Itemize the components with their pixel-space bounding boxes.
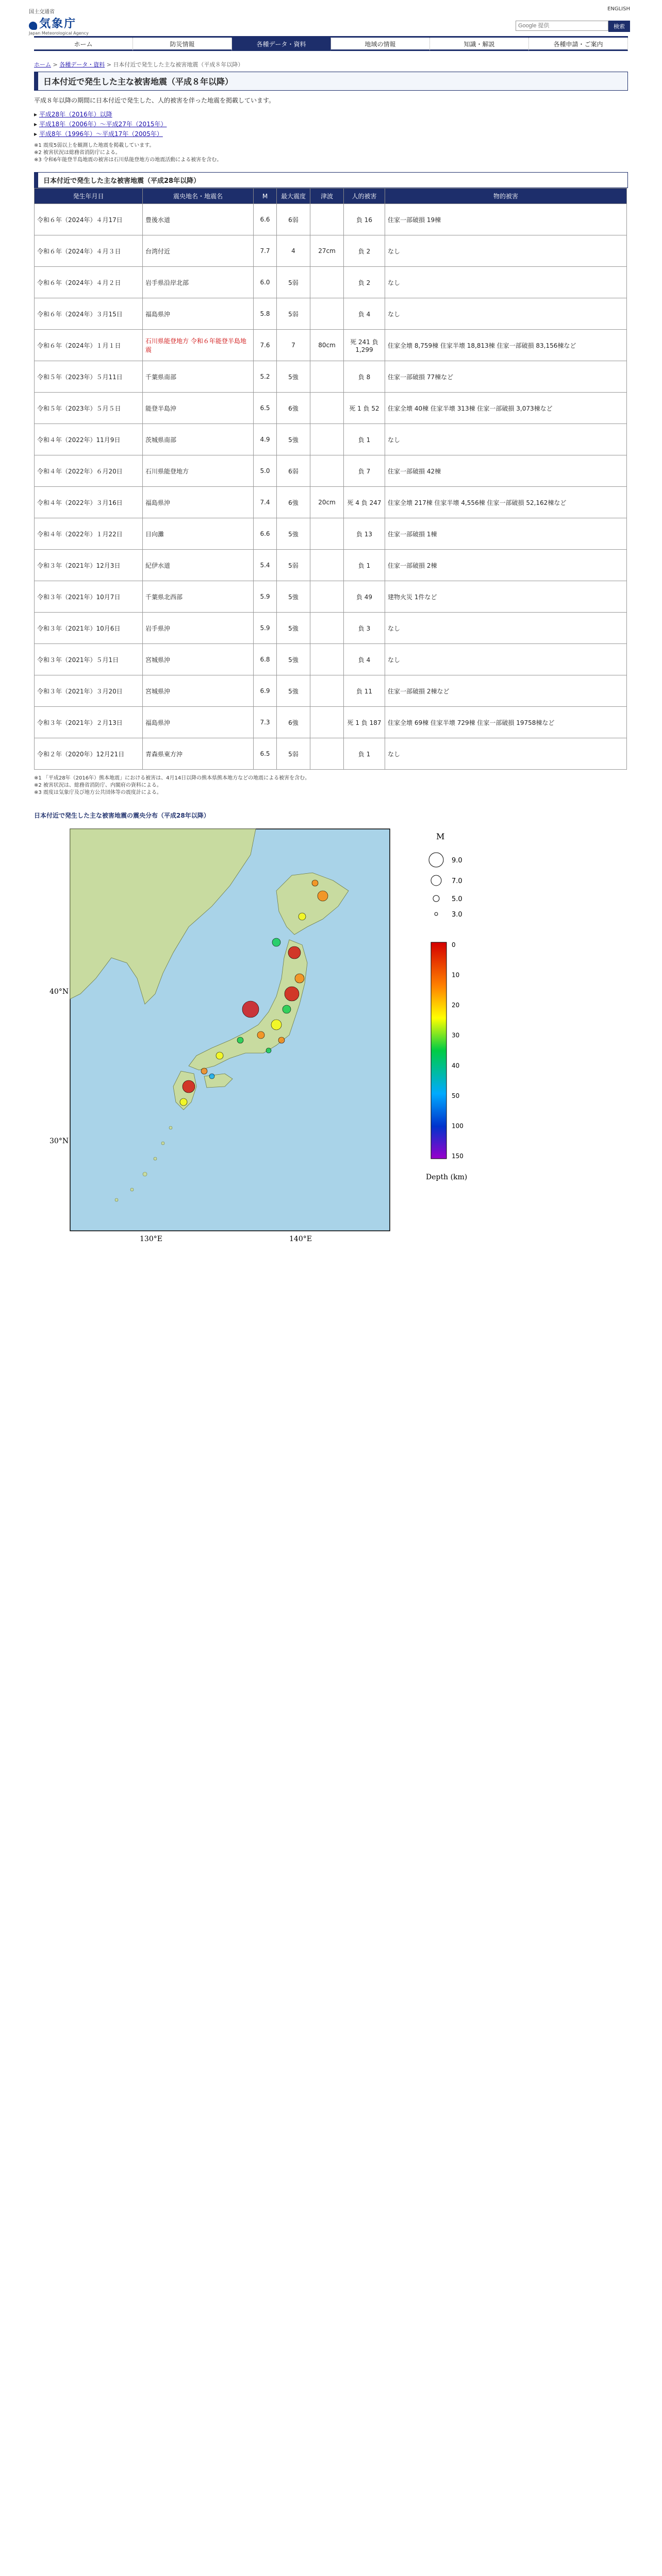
nav-regional[interactable]: 地域の情報: [331, 38, 430, 51]
agency-logo[interactable]: [29, 7, 91, 36]
lon-label: 130°E: [140, 1235, 162, 1243]
cell-m: 6.5: [254, 738, 277, 770]
cell-damage: 住家一部破損 42棟: [385, 455, 627, 487]
cell-area: 茨城県南部: [143, 424, 254, 455]
cell-area: 福島県沖: [143, 298, 254, 330]
table-row: [35, 330, 627, 361]
cell-human: 負 4: [344, 298, 385, 330]
cell-tsunami: [310, 613, 344, 644]
cell-date: 令和５年（2023年）５月５日: [35, 393, 143, 424]
cell-human: 負 2: [344, 267, 385, 298]
epicenter-marker: [285, 987, 299, 1001]
cell-m: 6.9: [254, 675, 277, 707]
link-2016-later[interactable]: 平成28年（2016年）以降: [39, 111, 112, 118]
cell-intensity: 7: [277, 330, 310, 361]
cell-date: 令和３年（2021年）10月6日: [35, 613, 143, 644]
link-2006-2015[interactable]: 平成18年（2006年）〜平成27年（2015年）: [39, 121, 167, 128]
cell-human: 負 49: [344, 581, 385, 613]
cell-human: 負 3: [344, 613, 385, 644]
cell-m: 5.9: [254, 613, 277, 644]
cell-damage: なし: [385, 298, 627, 330]
cell-area: 日向灘: [143, 518, 254, 550]
table-row: [35, 298, 627, 330]
cell-area: 石川県能登地方 令和６年能登半島地震: [143, 330, 254, 361]
cell-area: 岩手県沿岸北部: [143, 267, 254, 298]
lat-label: 40°N: [49, 988, 69, 996]
cell-human: 負 11: [344, 675, 385, 707]
lat-label: 30°N: [49, 1137, 69, 1145]
cell-intensity: 5弱: [277, 550, 310, 581]
legend-m: 5.0: [452, 895, 462, 903]
agency-name: 気象庁: [39, 18, 77, 30]
table-row: [35, 613, 627, 644]
cell-m: 7.3: [254, 707, 277, 738]
cell-m: 5.9: [254, 581, 277, 613]
cell-m: 6.8: [254, 644, 277, 675]
cell-human: 死 1 負 187: [344, 707, 385, 738]
table-row: [35, 455, 627, 487]
cell-tsunami: [310, 298, 344, 330]
cell-tsunami: [310, 393, 344, 424]
cell-area: 紀伊水道: [143, 550, 254, 581]
table-row: [35, 424, 627, 455]
cell-tsunami: 80cm: [310, 330, 344, 361]
depth-ticks: [452, 941, 464, 1160]
cell-date: 令和３年（2021年）３月20日: [35, 675, 143, 707]
epicenter-marker: [283, 1005, 291, 1013]
table-row: [35, 550, 627, 581]
cell-area: 宮城県沖: [143, 644, 254, 675]
depth-tick-label: 150: [452, 1153, 464, 1160]
epicenter-marker: [201, 1068, 207, 1074]
cell-human: 死 4 負 247: [344, 487, 385, 518]
cell-human: 負 1: [344, 738, 385, 770]
cell-intensity: 5強: [277, 613, 310, 644]
breadcrumb-home[interactable]: ホーム: [34, 61, 51, 68]
nav-knowledge[interactable]: 知識・解説: [430, 38, 529, 51]
english-link[interactable]: ENGLISH: [607, 6, 630, 12]
cell-tsunami: [310, 550, 344, 581]
cell-m: 5.0: [254, 455, 277, 487]
top-note: ※2 被害状況は総務省消防庁による。: [34, 150, 121, 156]
epicenter-marker: [288, 946, 301, 959]
cell-human: 負 4: [344, 644, 385, 675]
table-row: [35, 675, 627, 707]
th-human: 人的被害: [344, 189, 385, 204]
breadcrumb-current: 日本付近で発生した主な被害地震（平成８年以降）: [113, 61, 244, 68]
cell-date: 令和４年（2022年）３月16日: [35, 487, 143, 518]
cell-human: 死 241 負 1,299: [344, 330, 385, 361]
cell-area: 千葉県南部: [143, 361, 254, 393]
cell-damage: 住家一部破損 1棟: [385, 518, 627, 550]
cell-damage: なし: [385, 267, 627, 298]
cell-intensity: 5強: [277, 675, 310, 707]
epicenter-marker: [180, 1098, 187, 1106]
legend-circle: [433, 895, 439, 902]
top-note: ※1 震度5弱以上を観測した地震を掲載しています。: [34, 143, 155, 148]
depth-tick-label: 20: [452, 1002, 460, 1009]
epicenter-marker: [295, 974, 304, 983]
cell-area: 台湾付近: [143, 235, 254, 267]
epicenter-marker: [266, 1048, 271, 1053]
cell-damage: なし: [385, 738, 627, 770]
cell-tsunami: 20cm: [310, 487, 344, 518]
cell-damage: 住家一部破損 2棟: [385, 550, 627, 581]
cell-m: 5.8: [254, 298, 277, 330]
cell-damage: なし: [385, 613, 627, 644]
legend-m: 7.0: [452, 877, 462, 885]
legend-circle: [435, 912, 438, 916]
cell-date: 令和３年（2021年）５月1日: [35, 644, 143, 675]
cell-damage: 住家全壊 40棟 住家半壊 313棟 住家一部破損 3,073棟など: [385, 393, 627, 424]
search-input[interactable]: [516, 21, 608, 31]
epicenter-marker: [183, 1080, 195, 1093]
cell-m: 6.6: [254, 518, 277, 550]
cell-intensity: 5強: [277, 644, 310, 675]
top-note: ※3 令和6年能登半島地震の被害は石川県能登地方の地震活動による被害を含む。: [34, 157, 222, 163]
search-button[interactable]: 検索: [608, 21, 630, 32]
cell-m: 6.5: [254, 393, 277, 424]
logo-mark-icon: [29, 22, 37, 30]
breadcrumb: ホーム > 各種データ・資料 > 日本付近で発生した主な被害地震（平成８年以降）: [34, 61, 244, 68]
cell-damage: なし: [385, 644, 627, 675]
cell-human: 負 1: [344, 424, 385, 455]
agency-ministry: 国土交通省: [29, 9, 55, 15]
legend-m: 9.0: [452, 857, 462, 865]
cell-intensity: 5強: [277, 361, 310, 393]
cell-tsunami: [310, 424, 344, 455]
th-tsunami: 津波: [310, 189, 344, 204]
cell-m: 5.4: [254, 550, 277, 581]
cell-date: 令和４年（2022年）６月20日: [35, 455, 143, 487]
table-row: [35, 707, 627, 738]
map-title: 日本付近で発生した主な被害地震の震央分布（平成28年以降）: [34, 812, 210, 819]
cell-date: 令和４年（2022年）１月22日: [35, 518, 143, 550]
table-row: [35, 267, 627, 298]
depth-tick-label: 10: [452, 971, 460, 979]
cell-intensity: 5強: [277, 518, 310, 550]
cell-tsunami: [310, 738, 344, 770]
epicenter-map-svg: [34, 824, 550, 1251]
cell-area: 宮城県沖: [143, 675, 254, 707]
cell-tsunami: [310, 361, 344, 393]
cell-damage: 住家全壊 8,759棟 住家半壊 18,813棟 住家一部破損 83,156棟など: [385, 330, 627, 361]
cell-intensity: 5弱: [277, 267, 310, 298]
section-heading: 日本付近で発生した主な被害地震（平成28年以降）: [34, 172, 628, 188]
cell-area: 福島県沖: [143, 707, 254, 738]
cell-human: 負 8: [344, 361, 385, 393]
cell-date: 令和６年（2024年）４月２日: [35, 267, 143, 298]
depth-tick-label: 0: [452, 941, 456, 948]
cell-human: 負 13: [344, 518, 385, 550]
cell-damage: なし: [385, 424, 627, 455]
legend-circle: [431, 875, 441, 886]
epicenter-marker: [216, 1052, 223, 1059]
cell-intensity: 5強: [277, 581, 310, 613]
epicenter-marker: [271, 1020, 282, 1030]
epicenter-marker: [278, 1037, 285, 1043]
cell-human: 負 7: [344, 455, 385, 487]
lon-label: 140°E: [289, 1235, 312, 1243]
table-row: [35, 361, 627, 393]
intro-text: 平成８年以降の期間に日本付近で発生した、人的被害を伴った地震を掲載しています。: [34, 97, 275, 104]
cell-m: 6.6: [254, 204, 277, 235]
cell-date: 令和３年（2021年）２月13日: [35, 707, 143, 738]
cell-date: 令和３年（2021年）12月3日: [35, 550, 143, 581]
cell-m: 7.6: [254, 330, 277, 361]
nav-disaster-info[interactable]: 防災情報: [133, 38, 232, 51]
epicenter-marker: [242, 1001, 259, 1018]
top-notes: [34, 142, 628, 164]
cell-m: 5.2: [254, 361, 277, 393]
cell-human: 負 16: [344, 204, 385, 235]
depth-tick-label: 40: [452, 1062, 460, 1070]
th-area: 震央地名・地震名: [143, 189, 254, 204]
th-intensity: 最大震度: [277, 189, 310, 204]
cell-tsunami: [310, 644, 344, 675]
cell-intensity: 4: [277, 235, 310, 267]
table-row: [35, 487, 627, 518]
epicenter-marker: [312, 880, 318, 886]
cell-intensity: 6弱: [277, 455, 310, 487]
magnitude-legend: [429, 853, 462, 919]
cell-intensity: 6強: [277, 487, 310, 518]
cell-tsunami: [310, 675, 344, 707]
cell-tsunami: [310, 267, 344, 298]
cell-date: 令和６年（2024年）４月17日: [35, 204, 143, 235]
period-links: ▸ 平成28年（2016年）以降 ▸ 平成18年（2006年）〜平成27年（2015年） ▸ 平成8年（1996年）〜平成17年（2005年）: [34, 111, 167, 138]
epicenter-marker: [272, 938, 280, 946]
th-m: M: [254, 189, 277, 204]
footnote: ※1 「平成28年（2016年）熊本地震」における被害は、4月14日以降の熊本県熊本地方などの地震による被害を含む。: [34, 775, 310, 781]
depth-tick-label: 30: [452, 1031, 460, 1039]
table-row: [35, 204, 627, 235]
cell-intensity: 6強: [277, 393, 310, 424]
cell-date: 令和３年（2021年）10月7日: [35, 581, 143, 613]
cell-damage: 住家全壊 69棟 住家半壊 729棟 住家一部破損 19758棟など: [385, 707, 627, 738]
footnotes: [34, 775, 628, 796]
table-row: [35, 235, 627, 267]
cell-tsunami: [310, 204, 344, 235]
cell-damage: 住家全壊 217棟 住家半壊 4,556棟 住家一部破損 52,162棟など: [385, 487, 627, 518]
th-date: 発生年月日: [35, 189, 143, 204]
cell-area: 能登半島沖: [143, 393, 254, 424]
table-row: [35, 644, 627, 675]
footnote: ※2 被害状況は、総務省消防庁、内閣府の資料による。: [34, 783, 162, 788]
depth-tick-label: 100: [452, 1122, 464, 1130]
cell-intensity: 5強: [277, 424, 310, 455]
link-1996-2005[interactable]: 平成8年（1996年）〜平成17年（2005年）: [39, 130, 163, 138]
cell-area: 豊後水道: [143, 204, 254, 235]
cell-human: 負 2: [344, 235, 385, 267]
cell-m: 6.0: [254, 267, 277, 298]
legend-title: M: [436, 832, 445, 841]
epicenter-marker: [318, 891, 328, 901]
table-row: [35, 738, 627, 770]
depth-colorbar: [431, 942, 446, 1159]
table-row: [35, 581, 627, 613]
cell-human: 死 1 負 52: [344, 393, 385, 424]
cell-area: 千葉県北西部: [143, 581, 254, 613]
cell-tsunami: [310, 518, 344, 550]
cell-tsunami: [310, 455, 344, 487]
cell-m: 7.4: [254, 487, 277, 518]
cell-area: 石川県能登地方: [143, 455, 254, 487]
epicenter-map: [34, 824, 550, 1251]
cell-area: 岩手県沖: [143, 613, 254, 644]
epicenter-marker: [257, 1031, 264, 1039]
cell-date: 令和６年（2024年）１月１日: [35, 330, 143, 361]
th-damage: 物的被害: [385, 189, 627, 204]
epicenter-marker: [237, 1037, 243, 1043]
cell-m: 4.9: [254, 424, 277, 455]
cell-area: 青森県東方沖: [143, 738, 254, 770]
site-header: [22, 0, 640, 36]
cell-intensity: 5弱: [277, 298, 310, 330]
global-nav: [34, 36, 628, 51]
cell-intensity: 6弱: [277, 204, 310, 235]
page-title: 日本付近で発生した主な被害地震（平成８年以降）: [34, 72, 628, 91]
cell-date: 令和５年（2023年）５月11日: [35, 361, 143, 393]
nav-home[interactable]: ホーム: [34, 38, 133, 51]
site-search: [516, 21, 630, 32]
cell-intensity: 6強: [277, 707, 310, 738]
footnote: ※3 震度は気象庁及び地方公共団体等の震度計による。: [34, 790, 162, 795]
earthquake-table: [34, 188, 627, 770]
cell-damage: 住家一部破損 2棟など: [385, 675, 627, 707]
epicenter-marker: [299, 913, 306, 920]
cell-m: 7.7: [254, 235, 277, 267]
cell-intensity: 5弱: [277, 738, 310, 770]
cell-date: 令和４年（2022年）11月9日: [35, 424, 143, 455]
nav-applications[interactable]: 各種申請・ご案内: [529, 38, 628, 51]
cell-tsunami: [310, 707, 344, 738]
agency-name-en: Japan Meteorological Agency: [29, 31, 89, 36]
legend-m: 3.0: [452, 911, 462, 919]
cell-tsunami: [310, 581, 344, 613]
cell-date: 令和２年（2020年）12月21日: [35, 738, 143, 770]
epicenter-marker: [209, 1074, 214, 1079]
cell-date: 令和６年（2024年）４月３日: [35, 235, 143, 267]
legend-circle: [429, 853, 443, 867]
cell-human: 負 1: [344, 550, 385, 581]
breadcrumb-data[interactable]: 各種データ・資料: [59, 61, 105, 68]
cell-damage: 住家一部破損 19棟: [385, 204, 627, 235]
cell-damage: 住家一部破損 77棟など: [385, 361, 627, 393]
cell-tsunami: 27cm: [310, 235, 344, 267]
depth-tick-label: 50: [452, 1092, 460, 1099]
nav-data[interactable]: 各種データ・資料: [232, 38, 331, 51]
cell-date: 令和６年（2024年）３月15日: [35, 298, 143, 330]
cell-damage: なし: [385, 235, 627, 267]
table-row: [35, 518, 627, 550]
table-row: [35, 393, 627, 424]
cell-area: 福島県沖: [143, 487, 254, 518]
depth-label: Depth (km): [426, 1173, 468, 1181]
cell-damage: 建物火災 1件など: [385, 581, 627, 613]
table-header-row: [35, 189, 627, 204]
